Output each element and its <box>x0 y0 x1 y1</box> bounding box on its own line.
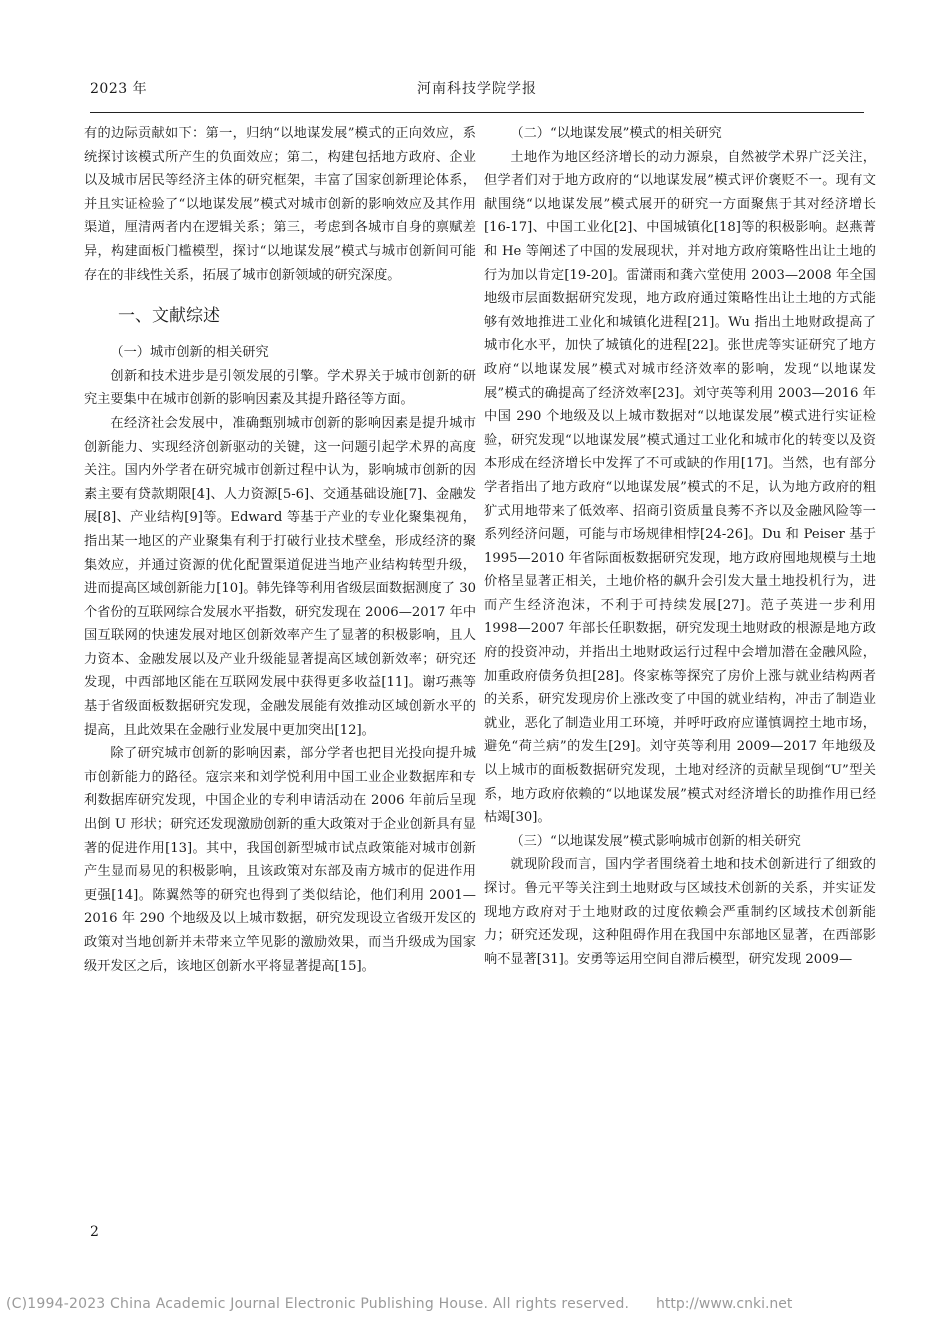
section-heading-literature-review: 一、文献综述 <box>118 306 220 327</box>
left-column <box>84 122 476 978</box>
paragraph: 除了研究城市创新的影响因素，部分学者也把目光投向提升城市创新能力的路径。寇宗来和刘学悦利用中国工业企业数据库和专利数据库研究发现，中国企业的专利申请活动在 2006 年前后呈现出倒 U 形状；研究还发现激励创新的重大政策对于企业创新具有显著的促进作用[13]。其中，我国创新型城市试点政策能对城市创新产生显而易见的积极影响，且该政策对东部及南方城市的促进作用更强[14]。陈翼然等的研究也得到了类似结论，他们利用 2001—2016 年 290 个地级及以上城市数据，研究发现设立省级开发区的政策对当地创新并未带来立竿见影的激励效果，而当升级成为国家级开发区之后，该地区创新水平将显著提高[15]。 <box>84 746 476 974</box>
footer-copyright: (C)1994-2023 China Academic Journal Electronic Publishing House. All rights reserved. <box>6 1296 630 1312</box>
subsection-heading-land-development-model: （二）“以地谋发展”模式的相关研究 <box>510 126 722 141</box>
subsection-heading-land-model-innovation: （三）“以地谋发展”模式影响城市创新的相关研究 <box>510 833 801 849</box>
page-number: 2 <box>90 1224 99 1240</box>
header-rule <box>90 112 864 113</box>
paragraph-intro: 有的边际贡献如下：第一，归纳“以地谋发展”模式的正向效应，系统探讨该模式所产生的负面效应；第二，构建包括地方政府、企业以及城市居民等经济主体的研究框架，丰富了国家创新理论体系，并且实证检验了“以地谋发展”模式对城市创新的影响效应及其作用渠道，厘清两者内在逻辑关系；第三，考虑到各城市自身的禀赋差异，构建面板门槛模型，探讨“以地谋发展”模式与城市创新间可能存在的非线性关系，拓展了城市创新领域的研究深度。 <box>84 126 476 283</box>
page-header <box>90 78 864 106</box>
subsection-heading-urban-innovation: （一）城市创新的相关研究 <box>110 345 269 361</box>
paragraph: 就现阶段而言，国内学者围绕着土地和技术创新进行了细致的探讨。鲁元平等关注到土地财政与区域技术创新的关系，并实证发现地方政府对于土地财政的过度依赖会严重制约区域技术创新能力；研究还发现，这种阻碍作用在我国中东部地区显著，在西部影响不显著[31]。安勇等运用空间自滞后模型，研究发现 2009— <box>484 857 876 967</box>
paragraph: 创新和技术进步是引领发展的引擎。学术界关于城市创新的研究主要集中在城市创新的影响因素及其提升路径等方面。 <box>84 368 476 408</box>
right-column <box>484 122 876 971</box>
paragraph: 在经济社会发展中，准确甄别城市创新的影响因素是提升城市创新能力、实现经济创新驱动的关键，这一问题引起学术界的高度关注。国内外学者在研究城市创新过程中认为，影响城市创新的因素主要有贷款期限[4]、人力资源[5-6]、交通基础设施[7]、金融发展[8]、产业结构[9]等。Edward 等基于产业的专业化聚集视角，指出某一地区的产业聚集有利于打破行业技术壁垒，形成经济的聚集效应，并通过资源的优化配置渠道促进当地产业结构转型升级，进而提高区域创新能力[10]。韩先锋等利用省级层面数据测度了 30 个省份的互联网综合发展水平指数，研究发现在 2006—2017 年中国互联网的快速发展对地区创新效率产生了显著的积极影响，且人力资本、金融发展以及产业升级能显著提高区域创新效率；研究还发现，中西部地区能在互联网发展中获得更多收益[11]。谢巧燕等基于省级面板数据研究发现，金融发展能有效推动区域创新水平的提高，且此效果在金融行业发展中更加突出[12]。 <box>84 415 477 738</box>
paragraph: 土地作为地区经济增长的动力源泉，自然被学术界广泛关注，但学者们对于地方政府的“以地谋发展”模式评价褒贬不一。现有文献围绕“以地谋发展”模式展开的研究一方面聚焦于其对经济增长[16-17]、中国工业化[2]、中国城镇化[18]等的积极影响。赵燕菁和 He 等阐述了中国的发展现状，并对地方政府策略性出让土地的行为加以肯定[19-20]。雷潇雨和龚六堂使用 2003—2008 年全国地级市层面数据研究发现，地方政府通过策略性出让土地的方式能够有效地推进工业化和城镇化进程[21]。Wu 指出土地财政提高了城市化水平，加快了城镇化的进程[22]。张世虎等实证研究了地方政府“以地谋发展”模式对城市经济效率的影响，发现“以地谋发展”模式的确提高了经济效率[23]。刘守英等利用 2003—2016 年中国 290 个地级及以上城市数据对“以地谋发展”模式进行实证检验，研究发现“以地谋发展”模式通过工业化和城市化的转变以及资本形成在经济增长中发挥了不可或缺的作用[17]。当然，也有部分学者指出了地方政府“以地谋发展”模式的不足，认为地方政府的粗犷式用地带来了低效率、招商引资质量良莠不齐以及金融风险等一系列经济问题，可能与市场规律相悖[24-26]。Du 和 Peiser 基于 1995—2010 年省际面板数据研究发现，地方政府囤地规模与土地价格呈显著正相关，土地价格的飙升会引发大量土地投机行为，进而产生经济泡沫，不利于可持续发展[27]。范子英进一步利用 1998—2007 年部长任职数据，研究发现土地财政的根源是地方政府的投资冲动，并指出土地财政运行过程中会增加潜在金融风险，加重政府债务负担[28]。佟家栋等探究了房价上涨与就业结构两者的关系，研究发现房价上涨改变了中国的就业结构，冲击了制造业就业，恶化了制造业用工环境，并呼吁政府应谨慎调控土地市场，避免“荷兰病”的发生[29]。刘守英等利用 2009—2017 年地级及以上城市的面板数据研究发现，土地对经济的贡献呈现倒“U”型关系，地方政府依赖的“以地谋发展”模式对经济增长的助推作用已经枯竭[30]。 <box>484 149 876 826</box>
footer-url: http://www.cnki.net <box>656 1296 793 1312</box>
header-year: 2023 年 <box>90 81 148 97</box>
header-journal-title: 河南科技学院学报 <box>417 81 537 97</box>
